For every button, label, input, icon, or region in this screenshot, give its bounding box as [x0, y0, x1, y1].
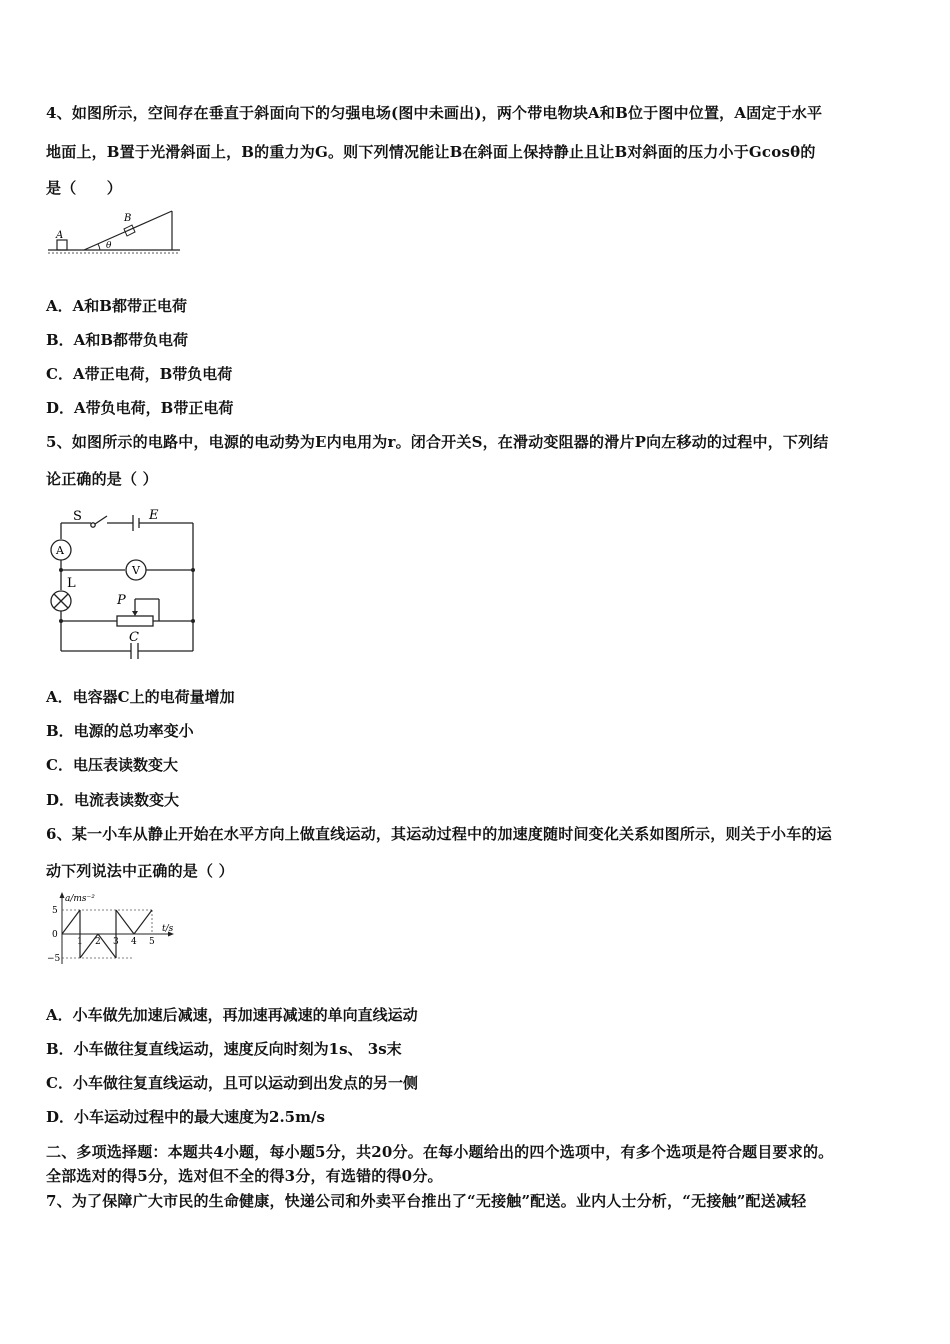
q6-option-b: B．小车做往复直线运动，速度反向时刻为1s、 3s末: [46, 1040, 402, 1058]
q7-line-1: 7、为了保障广大市民的生命健康，快递公司和外卖平台推出了“无接触”配送。业内人士分析，“无接触”配送减轻: [46, 1192, 807, 1210]
q6-option-a: A．小车做先加速后减速，再加速再减速的单向直线运动: [46, 1006, 418, 1024]
label-s: S: [73, 509, 82, 524]
q6-segment-5: [116, 910, 134, 934]
y-tick-0: 0: [52, 930, 58, 940]
q6-option-c: C．小车做往复直线运动，且可以运动到出发点的另一侧: [46, 1074, 418, 1092]
y-tick-neg5: −5: [47, 954, 61, 964]
rheostat: [117, 616, 153, 626]
x-tick-5: 5: [149, 937, 155, 947]
q6-option-d: D．小车运动过程中的最大速度为2.5m/s: [46, 1108, 325, 1126]
q5-option-d: D．电流表读数变大: [46, 791, 180, 809]
q5-line-1: 5、如图所示的电路中，电源的电动势为E内电用为r。闭合开关S，在滑动变阻器的滑片P向左移动的过程中，下列结: [46, 433, 829, 451]
q6-segment-6: [134, 910, 152, 934]
label-a: A: [56, 230, 64, 241]
block-b: [124, 225, 135, 236]
section2-line-2: 全部选对的得5分，选对但不全的得3分，有选错的得0分。: [46, 1167, 443, 1185]
section2-line-1: 二、多项选择题：本题共4小题，每小题5分，共20分。在每小题给出的四个选项中，有多个选项是符合题目要求的。: [46, 1143, 834, 1161]
label-e: E: [149, 508, 159, 523]
q4-option-a: A．A和B都带正电荷: [46, 297, 187, 315]
label-voltmeter: V: [132, 564, 140, 577]
q4-option-c: C．A带正电荷，B带负电荷: [46, 365, 233, 383]
label-b: B: [124, 213, 132, 224]
x-tick-2: 2: [95, 937, 101, 947]
q5-line-2: 论正确的是（ ）: [46, 470, 158, 488]
x-axis-label: t/s: [162, 924, 174, 934]
x-tick-4: 4: [131, 937, 137, 947]
q5-option-c: C．电压表读数变大: [46, 756, 178, 774]
q4-incline-figure: [46, 208, 181, 258]
q4-option-d: D．A带负电荷，B带正电荷: [46, 399, 234, 417]
q5-option-b: B．电源的总功率变小: [46, 722, 194, 740]
q5-circuit-figure: [45, 503, 205, 663]
q6-acceleration-chart: [46, 890, 181, 970]
label-theta: θ: [106, 241, 112, 251]
y-axis-label: a/ms⁻²: [65, 894, 95, 904]
label-ammeter: A: [56, 544, 64, 557]
label-p: P: [117, 593, 126, 608]
label-c: C: [129, 630, 139, 645]
q5-option-a: A．电容器C上的电荷量增加: [46, 688, 235, 706]
x-tick-3: 3: [113, 937, 119, 947]
q4-line-1: 4、如图所示，空间存在垂直于斜面向下的匀强电场(图中未画出)，两个带电物块A和B位于图中位置，A固定于水平: [46, 104, 823, 122]
q6-line-2: 动下列说法中正确的是（ ）: [46, 862, 234, 880]
y-tick-5: 5: [52, 906, 58, 916]
q6-line-1: 6、某一小车从静止开始在水平方向上做直线运动，其运动过程中的加速度随时间变化关系如图所示，则关于小车的运: [46, 825, 832, 843]
q4-line-3: 是（ ）: [46, 179, 123, 197]
q4-line-2: 地面上，B置于光滑斜面上，B的重力为G。则下列情况能让B在斜面上保持静止且让B对斜面的压力小于Gcosθ的: [46, 143, 816, 161]
x-tick-1: 1: [77, 937, 83, 947]
q6-segment-0: [62, 910, 80, 934]
q4-option-b: B．A和B都带负电荷: [46, 331, 188, 349]
block-a: [57, 240, 67, 250]
label-l: L: [67, 576, 76, 591]
